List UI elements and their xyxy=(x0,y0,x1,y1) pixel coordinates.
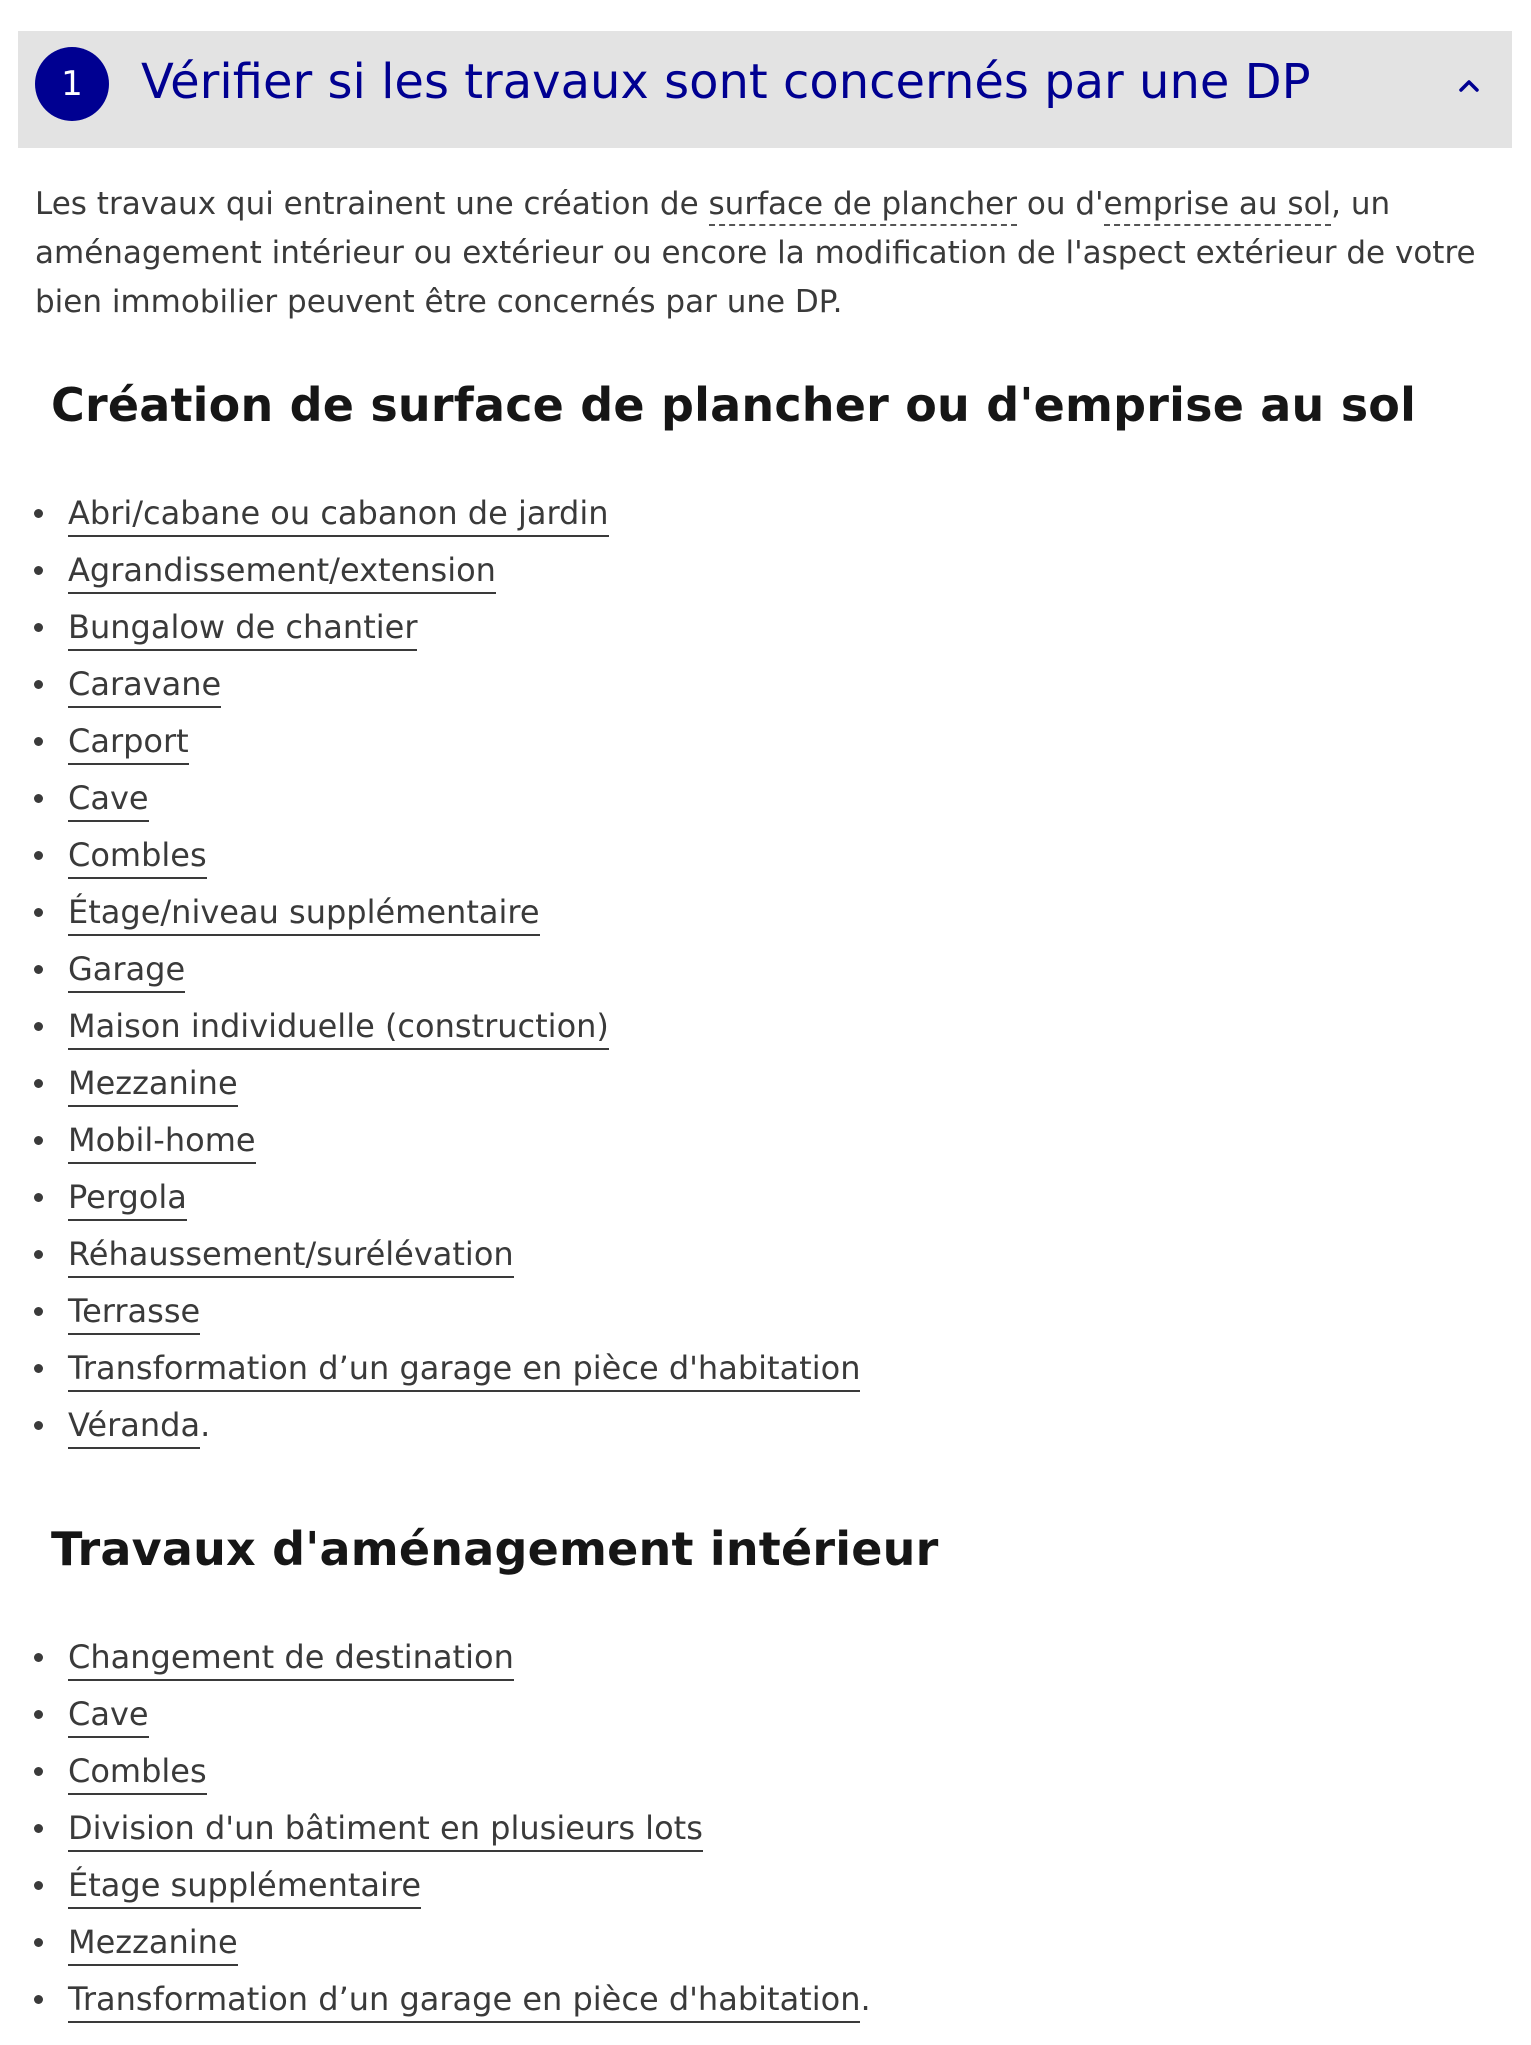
bullet-icon xyxy=(34,1022,43,1031)
list-item xyxy=(0,1686,871,1743)
bullet-icon xyxy=(34,737,43,746)
bullet-icon xyxy=(34,1824,43,1833)
intro-text: , un aménagement intérieur ou extérieur ou encore la modification de l'aspect extérieur de votre bien immobilier peuvent être concernés par une DP. xyxy=(35,186,1476,320)
list-item xyxy=(0,884,860,941)
bullet-icon xyxy=(34,1881,43,1890)
list-item xyxy=(0,1169,860,1226)
bullet-icon xyxy=(34,794,43,803)
bullet-icon xyxy=(34,1193,43,1202)
list-item-link[interactable]: Combles xyxy=(68,1752,207,1795)
link-list-creation xyxy=(0,485,860,1454)
list-item-link[interactable]: Terrasse xyxy=(68,1292,200,1335)
bullet-icon xyxy=(34,1364,43,1373)
bullet-icon xyxy=(34,1307,43,1316)
bullet-icon xyxy=(34,1079,43,1088)
list-item xyxy=(0,827,860,884)
list-item-link[interactable]: Caravane xyxy=(68,665,221,708)
bullet-icon xyxy=(34,1421,43,1430)
intro-text: ou d' xyxy=(1017,186,1104,222)
chevron-up-icon[interactable] xyxy=(1452,69,1486,103)
intro-text: Les travaux qui entrainent une création de xyxy=(35,186,709,222)
list-item-link[interactable]: Transformation d’un garage en pièce d'habitation xyxy=(68,1980,860,2023)
link-list-amenagement-interieur xyxy=(0,1629,871,2028)
list-item xyxy=(0,485,860,542)
list-item xyxy=(0,542,860,599)
bullet-icon xyxy=(34,1995,43,2004)
list-item-link[interactable]: Division d'un bâtiment en plusieurs lots xyxy=(68,1809,703,1852)
step-number-badge: 1 xyxy=(35,47,109,121)
list-item xyxy=(0,998,860,1055)
list-item-link[interactable]: Cave xyxy=(68,1695,149,1738)
bullet-icon xyxy=(34,1250,43,1259)
list-item-suffix: . xyxy=(860,1980,871,2018)
list-item-link[interactable]: Réhaussement/surélévation xyxy=(68,1235,514,1278)
list-item-link[interactable]: Abri/cabane ou cabanon de jardin xyxy=(68,494,609,537)
list-item-link[interactable]: Maison individuelle (construction) xyxy=(68,1007,609,1050)
list-item xyxy=(0,1055,860,1112)
bullet-icon xyxy=(34,1767,43,1776)
bullet-icon xyxy=(34,851,43,860)
section-heading-creation: Création de surface de plancher ou d'emprise au sol xyxy=(51,378,1417,432)
list-item xyxy=(0,1226,860,1283)
list-item xyxy=(0,1743,871,1800)
list-item-link[interactable]: Mezzanine xyxy=(68,1064,238,1107)
list-item xyxy=(0,1857,871,1914)
bullet-icon xyxy=(34,908,43,917)
list-item-link[interactable]: Garage xyxy=(68,950,185,993)
bullet-icon xyxy=(34,965,43,974)
list-item-link[interactable]: Étage supplémentaire xyxy=(68,1866,421,1909)
list-item xyxy=(0,1112,860,1169)
term-surface-de-plancher[interactable]: surface de plancher xyxy=(709,186,1017,226)
list-item-link[interactable]: Combles xyxy=(68,836,207,879)
list-item-link[interactable]: Étage/niveau supplémentaire xyxy=(68,893,540,936)
list-item-link[interactable]: Bungalow de chantier xyxy=(68,608,417,651)
list-item-link[interactable]: Changement de destination xyxy=(68,1638,514,1681)
list-item-suffix: . xyxy=(200,1406,211,1444)
intro-paragraph xyxy=(35,180,1500,327)
accordion-header[interactable] xyxy=(18,31,1512,148)
bullet-icon xyxy=(34,1938,43,1947)
list-item xyxy=(0,941,860,998)
list-item-link[interactable]: Agrandissement/extension xyxy=(68,551,496,594)
list-item-link[interactable]: Transformation d’un garage en pièce d'habitation xyxy=(68,1349,860,1392)
list-item xyxy=(0,599,860,656)
bullet-icon xyxy=(34,566,43,575)
list-item-link[interactable]: Pergola xyxy=(68,1178,187,1221)
list-item xyxy=(0,1800,871,1857)
list-item xyxy=(0,1914,871,1971)
list-item xyxy=(0,770,860,827)
list-item-link[interactable]: Mobil-home xyxy=(68,1121,256,1164)
list-item-link[interactable]: Véranda xyxy=(68,1406,200,1449)
bullet-icon xyxy=(34,1653,43,1662)
bullet-icon xyxy=(34,509,43,518)
list-item xyxy=(0,656,860,713)
accordion-title[interactable]: Vérifier si les travaux sont concernés par une DP xyxy=(141,54,1311,110)
section-heading-amenagement-interieur: Travaux d'aménagement intérieur xyxy=(51,1522,939,1576)
term-emprise-au-sol[interactable]: emprise au sol xyxy=(1104,186,1332,226)
list-item xyxy=(0,1629,871,1686)
list-item xyxy=(0,1971,871,2028)
bullet-icon xyxy=(34,1710,43,1719)
bullet-icon xyxy=(34,1136,43,1145)
list-item-link[interactable]: Carport xyxy=(68,722,189,765)
list-item-link[interactable]: Mezzanine xyxy=(68,1923,238,1966)
list-item xyxy=(0,713,860,770)
list-item xyxy=(0,1340,860,1397)
bullet-icon xyxy=(34,623,43,632)
bullet-icon xyxy=(34,680,43,689)
list-item xyxy=(0,1397,860,1454)
list-item xyxy=(0,1283,860,1340)
list-item-link[interactable]: Cave xyxy=(68,779,149,822)
